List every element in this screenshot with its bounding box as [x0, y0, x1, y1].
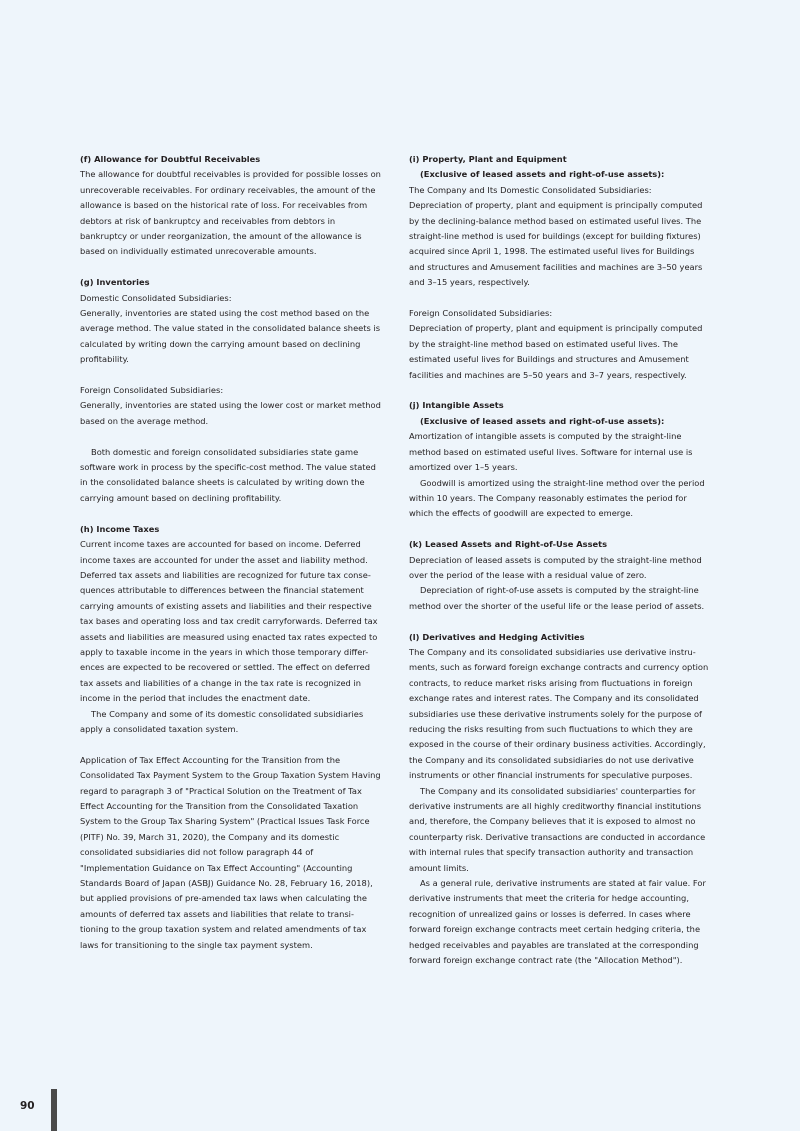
- paragraph: Both domestic and foreign consolidated subsidiaries state game software work in process by the specific-cost method. The value stated in the consolidated balance sheets is calculated by writing down the carrying amount based on declining profitability.: [80, 446, 376, 503]
- paragraph: Depreciation of property, plant and equipment is principally computed by the declining-balance method based on estimated useful lives. The straight-line method is used for buildings (except for building fixtures) acquired since April 1, 1998. The estimated useful lives for Buildings and structures and Amusement facilities and machines are 3–50 years and 3–15 years, respectively.: [409, 200, 703, 288]
- paragraph-label: Foreign Consolidated Subsidiaries:: [409, 308, 553, 319]
- paragraph-label: The Company and Its Domestic Consolidated Subsidiaries:: [409, 184, 652, 195]
- section-heading: (g) Inventories: [80, 277, 150, 288]
- paragraph: Depreciation of right-of-use assets is computed by the straight-line method over the shorter of the useful life or the lease period of assets.: [409, 585, 705, 611]
- paragraph: Depreciation of leased assets is computed by the straight-line method over the period of the lease with a residual value of zero.: [409, 554, 702, 580]
- section-heading: (f) Allowance for Doubtful Receivables: [80, 154, 261, 164]
- section-property-plant-equipment: [409, 152, 711, 383]
- section-leased-assets: [409, 537, 711, 614]
- section-subheading: (Exclusive of leased assets and right-of-use assets):: [420, 169, 665, 180]
- section-heading: (l) Derivatives and Hedging Activities: [409, 631, 585, 642]
- paragraph: Amortization of intangible assets is computed by the straight-line method based on estimated useful lives. Software for internal use is amortized over 1–5 years.: [409, 431, 693, 473]
- section-income-taxes: [80, 522, 382, 953]
- paragraph-label: Domestic Consolidated Subsidiaries:: [80, 292, 232, 303]
- section-heading: (i) Property, Plant and Equipment: [409, 154, 567, 164]
- paragraph: The Company and its consolidated subsidiaries' counterparties for derivative instruments are all highly creditworthy financial institutions and, therefore, the Company believes that it is exposed to almost no counterparty risk. Derivative transactions are conducted in accordance with internal rules that specify transaction authority and transaction amount limits.: [409, 785, 706, 873]
- section-intangible-assets: [409, 398, 711, 521]
- section-subheading: (Exclusive of leased assets and right-of-use assets):: [420, 415, 665, 426]
- section-inventories: [80, 275, 382, 506]
- page-marker-bar: [51, 1089, 57, 1131]
- paragraph: Generally, inventories are stated using the lower cost or market method based on the average method.: [80, 400, 381, 426]
- paragraph: Depreciation of property, plant and equipment is principally computed by the straight-line method based on estimated useful lives. The estimated useful lives for Buildings and structures and Amusement facilities and machines are 5–50 years and 3–7 years, respectively.: [409, 323, 703, 380]
- paragraph: Current income taxes are accounted for based on income. Deferred income taxes are accounted for under the asset and liability method. Deferred tax assets and liabilities are recognized for future tax conse-quences attributable to differences between the financial statement carrying amounts of existing assets and liabilities and their respective tax bases and operating loss and tax credit carryforwards. Deferred tax assets and liabilities are measured using enacted tax rates expected to apply to taxable income in the years in which those temporary differ-ences are expected to be recovered or settled. The effect on deferred tax assets and liabilities of a change in the tax rate is recognized in income in the period that includes the enactment date.: [80, 539, 378, 704]
- paragraph: Generally, inventories are stated using the cost method based on the average method. The value stated in the consolidated balance sheets is calculated by writing down the carrying amount based on declining profitability.: [80, 308, 381, 365]
- paragraph: Application of Tax Effect Accounting for the Transition from the Consolidated Tax Payment System to the Group Taxation System Having regard to paragraph 3 of "Practical Solution on the Treatment of Tax Effect Accounting for the Transition from the Consolidated Taxation System to the Group Tax Sharing System" (Practical Issues Task Force (PITF) No. 39, March 31, 2020), the Company and its domestic consolidated subsidiaries did not follow paragraph 44 of "Implementation Guidance on Tax Effect Accounting" (Accounting Standards Board of Japan (ASBJ) Guidance No. 28, February 16, 2018), but applied provisions of pre-amended tax laws when calculating the amounts of deferred tax assets and liabilities that relate to transi-tioning to the group taxation system and related amendments of tax laws for transitioning to the single tax payment system.: [80, 754, 381, 950]
- section-heading: (h) Income Taxes: [80, 523, 160, 534]
- section-derivatives-hedging: [409, 630, 711, 969]
- paragraph: The Company and some of its domestic consolidated subsidiaries apply a consolidated taxation system.: [80, 708, 364, 734]
- paragraph-label: Foreign Consolidated Subsidiaries:: [80, 385, 224, 396]
- paragraph: As a general rule, derivative instruments are stated at fair value. For derivative instruments that meet the criteria for hedge accounting, recognition of unrealized gains or losses is deferred. In cases where forward foreign exchange contracts meet certain hedging criteria, the hedged receivables and payables are translated at the corresponding forward foreign exchange contract rate (the "Allocation Method").: [409, 878, 706, 966]
- paragraph: The allowance for doubtful receivables is provided for possible losses on unrecoverable receivables. For ordinary receivables, the amount of the allowance is based on the historical rate of loss. For receivables from debtors at risk of bankruptcy and receivables from debtors in bankruptcy or under reorganization, the amount of the allowance is based on individually estimated unrecoverable amounts.: [80, 169, 381, 257]
- right-column: [409, 152, 711, 984]
- page-number: 90: [20, 1100, 35, 1112]
- paragraph: Goodwill is amortized using the straight-line method over the period within 10 years. The Company reasonably estimates the period for which the effects of goodwill are expected to emerge.: [409, 477, 705, 519]
- left-column: [80, 152, 382, 968]
- section-allowance-doubtful-receivables: [80, 152, 382, 260]
- section-heading: (k) Leased Assets and Right-of-Use Assets: [409, 539, 608, 550]
- section-heading: (j) Intangible Assets: [409, 400, 504, 411]
- paragraph: The Company and its consolidated subsidiaries use derivative instru-ments, such as forward foreign exchange contracts and currency option contracts, to reduce market risks arising from fluctuations in foreign exchange rates and interest rates. The Company and its consolidated subsidiaries use these derivative instruments solely for the purpose of reducing the risks resulting from such fluctuations to which they are exposed in the course of their ordinary business activities. Accordingly, the Company and its consolidated subsidiaries do not use derivative instruments or other financial instruments for speculative purposes.: [409, 646, 709, 781]
